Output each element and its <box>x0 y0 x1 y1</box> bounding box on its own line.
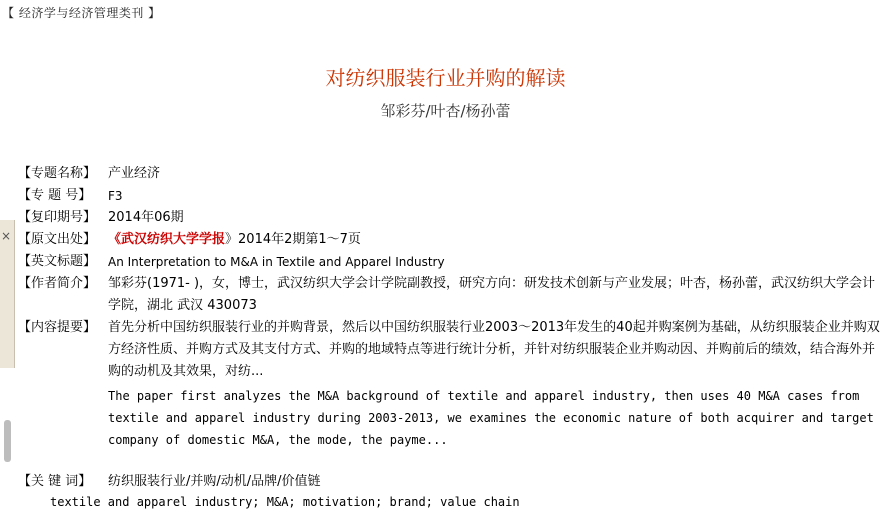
topic-no-row <box>18 185 883 207</box>
source-journal-link[interactable]: 武汉纺织大学学报 <box>121 232 226 247</box>
keywords-label: 【关 键 词】 <box>18 474 92 489</box>
abstract-zh: 首先分析中国纺织服装行业的并购背景，然后以中国纺织服装行业2003～2013年发生的40起并购案例为基础，从纺织服装企业并购双方经济性质、并购方式及其支付方式、并购的地域特点等进行统计分析，并针对纺织服装企业并购动因、并购前后的绩效，结合海外并购的动机及其效果，对纺... <box>108 320 880 379</box>
topic-no-label: 【专 题 号】 <box>18 188 92 203</box>
category-header: 【 经济学与经济管理类刊 】 <box>2 6 161 20</box>
english-title-label: 【英文标题】 <box>18 254 97 269</box>
issue-value: 2014年06期 <box>108 210 184 225</box>
metadata-fields <box>18 163 883 451</box>
keywords-en: textile and apparel industry; M&A; motivation; brand; value chain <box>50 495 520 509</box>
abstract-en: The paper first analyzes the M&A background of textile and apparel industry, then uses 40 M&A cases from textile and apparel industry during 2003-2013, we examines the economic nature of both acquirer and target company of domestic M&A, the mode, the payme... <box>108 389 874 447</box>
topic-no-value: F3 <box>108 189 123 203</box>
article-title: 对纺织服装行业并购的解读 <box>325 66 566 90</box>
keywords-zh: 纺织服装行业/并购/动机/品牌/价值链 <box>108 474 321 489</box>
source-prefix: 《 <box>108 232 122 247</box>
author-bio-value: 邹彩芬(1971- )，女，博士，武汉纺织大学会计学院副教授，研究方向：研发技术创新与产业发展；叶杏，杨孙蕾，武汉纺织大学会计学院，湖北 武汉 430073 <box>108 276 876 313</box>
article-authors: 邹彩芬/叶杏/杨孙蕾 <box>380 102 511 120</box>
author-bio-label: 【作者简介】 <box>18 276 97 291</box>
source-value <box>108 229 883 251</box>
source-label: 【原文出处】 <box>18 232 97 247</box>
scrollbar-thumb[interactable] <box>4 420 11 462</box>
keywords-row <box>18 470 321 489</box>
issue-label: 【复印期号】 <box>18 210 97 225</box>
topic-value: 产业经济 <box>108 166 161 181</box>
english-title-row <box>18 251 883 273</box>
author-bio-row <box>18 273 883 317</box>
close-icon[interactable]: × <box>1 229 12 243</box>
abstract-body <box>108 317 883 451</box>
issue-row <box>18 207 883 229</box>
abstract-label: 【内容提要】 <box>18 320 97 335</box>
abstract-row <box>18 317 883 451</box>
source-suffix: 》2014年2期第1～7页 <box>225 232 361 247</box>
topic-row <box>18 163 883 185</box>
english-title-value: An Interpretation to M&A in Textile and Apparel Industry <box>108 255 445 269</box>
side-float-widget[interactable] <box>0 220 15 368</box>
source-row <box>18 229 883 251</box>
topic-label: 【专题名称】 <box>18 166 97 181</box>
